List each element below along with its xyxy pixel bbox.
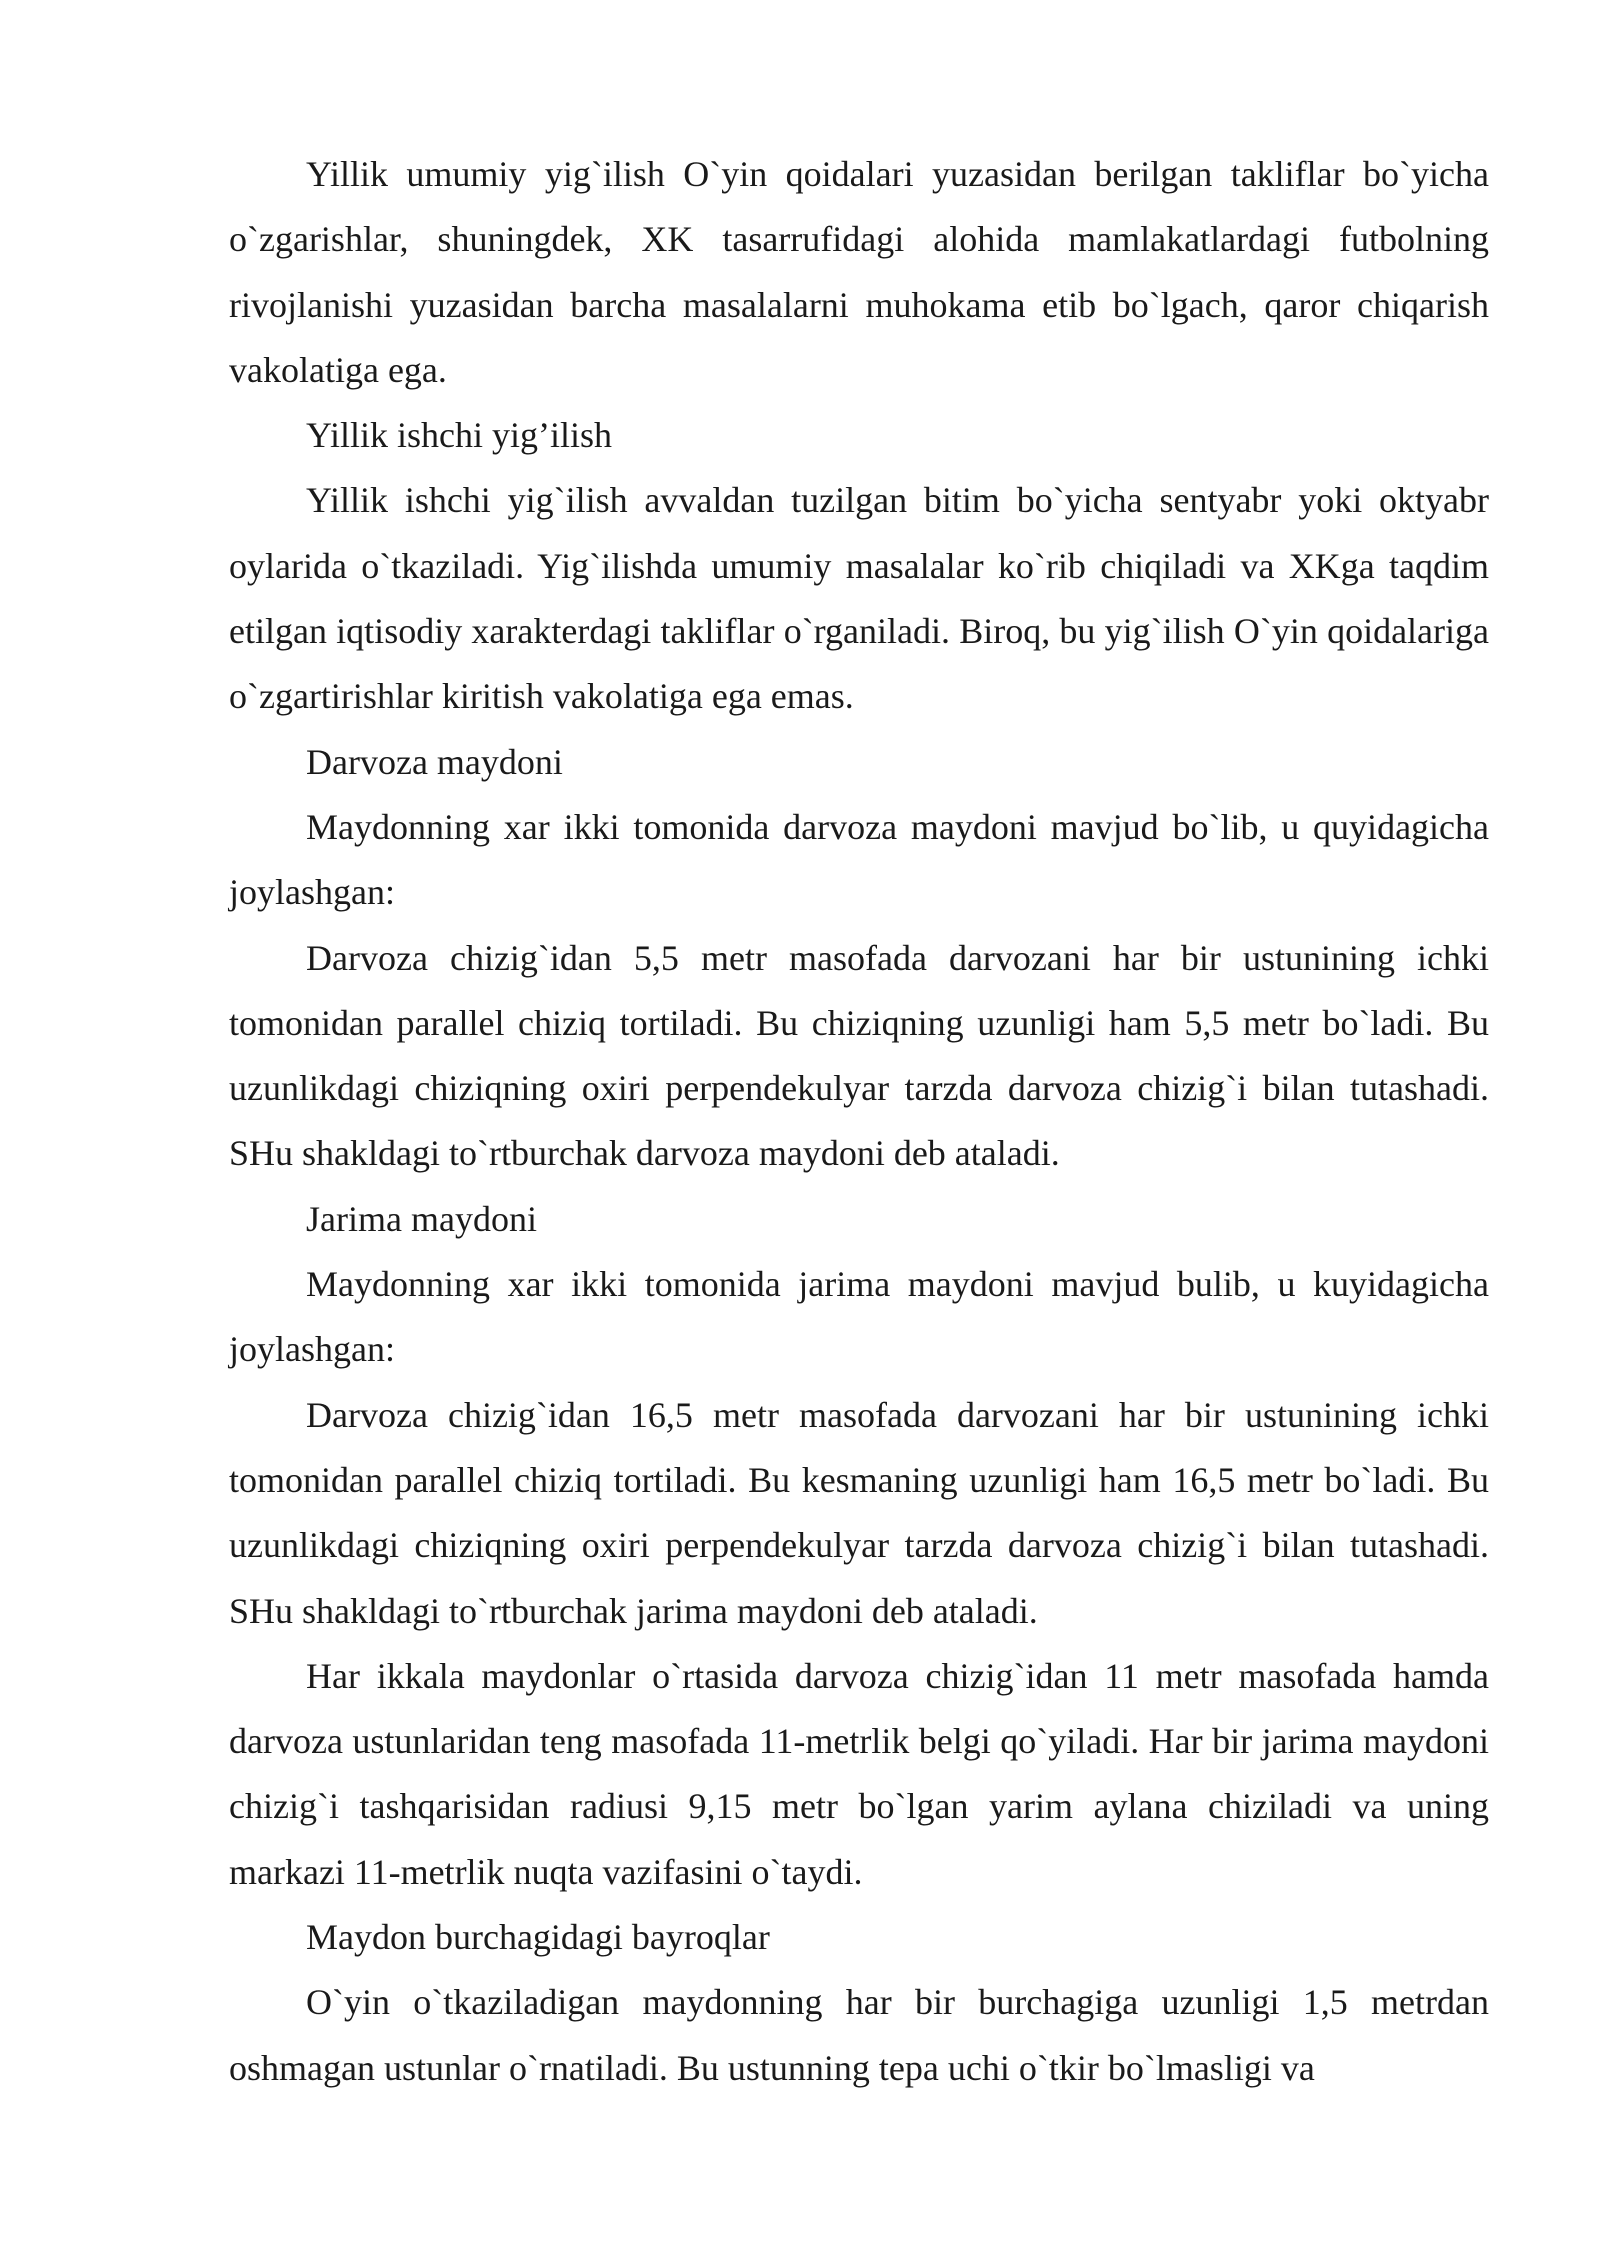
- paragraph: Yillik umumiy yig`ilish O`yin qoidalari yuzasidan berilgan takliflar bo`yicha o`zgarishlar, shuningdek, XK tasarrufidagi alohida mamlakatlardagi futbolning rivojlanishi yuzasidan barcha masalalarni muhokama etib bo`lgach, qaror chiqarish vakolatiga ega.: [229, 154, 1489, 390]
- document-body: [229, 142, 1489, 2101]
- paragraph: Darvoza chizig`idan 5,5 metr masofada darvozani har bir ustunining ichki tomonidan parallel chiziq tortiladi. Bu chiziqning uzunligi ham 5,5 metr bo`ladi. Bu uzunlikdagi chiziqning oxiri perpendekulyar tarzda darvoza chizig`i bilan tutashadi. SHu shakldagi to`rtburchak darvoza maydoni deb ataladi.: [229, 937, 1489, 1174]
- paragraph: Har ikkala maydonlar o`rtasida darvoza chizig`idan 11 metr masofada hamda darvoza ustunlaridan teng masofada 11-metrlik belgi qo`yiladi. Har bir jarima maydoni chizig`i tashqarisidan radiusi 9,15 metr bo`lgan yarim aylana chiziladi va uning markazi 11-metrlik nuqta vazifasini o`taydi.: [229, 1655, 1489, 1892]
- section-heading: Darvoza maydoni: [306, 741, 563, 782]
- paragraph: Darvoza chizig`idan 16,5 metr masofada darvozani har bir ustunining ichki tomonidan parallel chiziq tortiladi. Bu kesmaning uzunligi ham 16,5 metr bo`ladi. Bu uzunlikdagi chiziqning oxiri perpendekulyar tarzda darvoza chizig`i bilan tutashadi. SHu shakldagi to`rtburchak jarima maydoni deb ataladi.: [229, 1394, 1489, 1631]
- paragraph: Yillik ishchi yig`ilish avvaldan tuzilgan bitim bo`yicha sentyabr yoki oktyabr oylarida o`tkaziladi. Yig`ilishda umumiy masalalar ko`rib chiqiladi va XKga taqdim etilgan iqtisodiy xarakterdagi takliflar o`rganiladi. Biroq, bu yig`ilish O`yin qoidalariga o`zgartirishlar kiritish vakolatiga ega emas.: [229, 480, 1489, 717]
- section-heading: Yillik ishchi yig’ilish: [306, 415, 613, 456]
- section-heading: Maydon burchagidagi bayroqlar: [306, 1917, 770, 1958]
- paragraph: O`yin o`tkaziladigan maydonning har bir burchagiga uzunligi 1,5 metrdan oshmagan ustunlar o`rnatiladi. Bu ustunning tepa uchi o`tkir bo`lmasligi va: [229, 1982, 1489, 2088]
- paragraph: Maydonning xar ikki tomonida darvoza maydoni mavjud bo`lib, u quyidagicha joylashgan:: [229, 806, 1489, 913]
- paragraph: Maydonning xar ikki tomonida jarima maydoni mavjud bulib, u kuyidagicha joylashgan:: [229, 1264, 1489, 1370]
- section-heading: Jarima maydoni: [306, 1198, 537, 1239]
